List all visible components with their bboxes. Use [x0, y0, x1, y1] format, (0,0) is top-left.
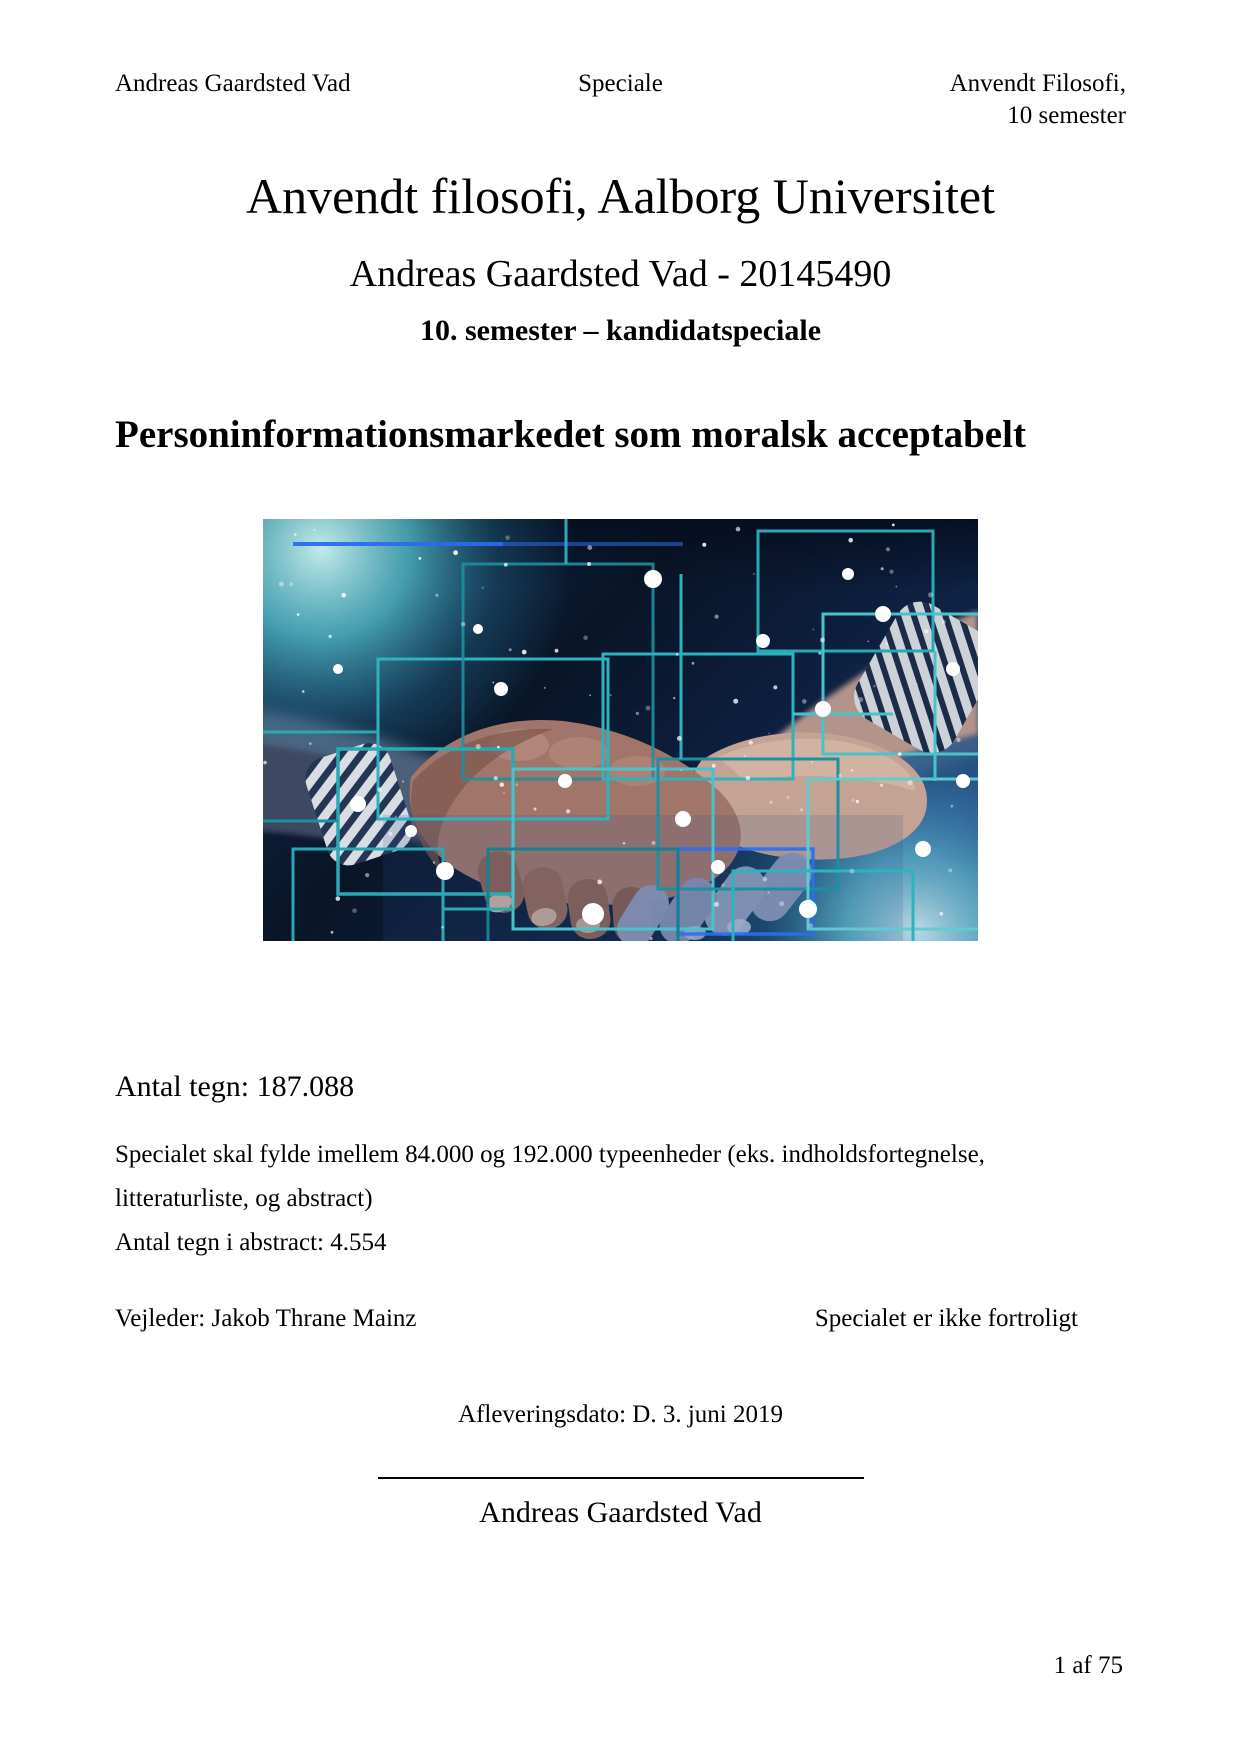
cover-figure-handshake — [263, 519, 978, 941]
abstract-count-line: Antal tegn i abstract: 4.554 — [115, 1229, 387, 1257]
author-student-number: Andreas Gaardsted Vad - 20145490 — [349, 253, 892, 295]
header-doc-type: Speciale — [578, 70, 663, 97]
confidentiality-note: Specialet er ikke fortroligt — [814, 1305, 1078, 1333]
header-programme-line2: 10 semester — [1007, 102, 1127, 129]
supervisor-row — [115, 1303, 1126, 1335]
university-title: Anvendt filosofi, Aalborg Universitet — [246, 168, 995, 224]
page-number: 1 af 75 — [1053, 1652, 1123, 1679]
handshake-digital-image — [263, 519, 978, 941]
character-count-block — [115, 1067, 1126, 1265]
thesis-title: Personinformationsmarkedet som moralsk acceptabelt — [115, 413, 1026, 457]
submission-date: Afleveringsdato: D. 3. juni 2019 — [458, 1401, 783, 1429]
requirement-line1: Specialet skal fylde imellem 84.000 og 192.000 typeenheder (eks. indholdsfortegnelse, — [115, 1141, 985, 1169]
page-header — [115, 68, 1126, 132]
supervisor-name: Vejleder: Jakob Thrane Mainz — [115, 1305, 417, 1333]
header-programme — [769, 68, 1126, 132]
char-count-line: Antal tegn: 187.088 — [115, 1070, 355, 1104]
requirement-lines — [115, 1133, 1126, 1221]
header-programme-line1: Anvendt Filosofi, — [949, 70, 1127, 97]
header-author: Andreas Gaardsted Vad — [115, 70, 351, 97]
signature-name: Andreas Gaardsted Vad — [479, 1496, 762, 1530]
requirement-line2: litteraturliste, og abstract) — [115, 1185, 373, 1213]
semester-subtitle: 10. semester – kandidatspeciale — [419, 314, 822, 348]
title-block — [115, 164, 1126, 350]
signature-line — [378, 1477, 864, 1479]
